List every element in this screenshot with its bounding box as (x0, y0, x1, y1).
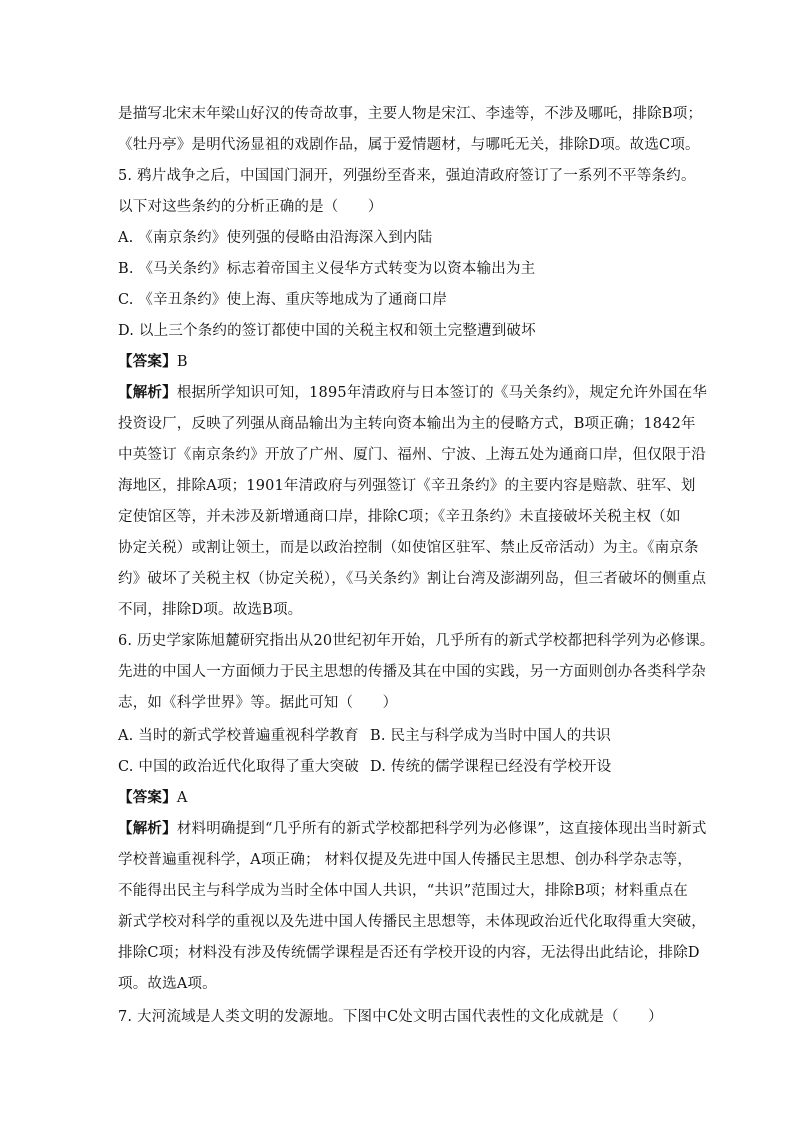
question-6-option-d: D. 传统的儒学课程已经没有学校开设 (370, 759, 612, 775)
answer-value: A (176, 790, 188, 806)
question-6-stem: 6. 历史学家陈旭麓研究指出从20世纪初年开始，几乎所有的新式学校都把科学列为必修课。 (118, 633, 715, 649)
question-5-stem-cont: 以下对这些条约的分析正确的是（ ） (118, 199, 383, 215)
analysis-text: 材料明确提到“几乎所有的新式学校都把科学列为必修课”，这直接体现出当时新式 (176, 821, 707, 837)
analysis-line: 学校普遍重视科学，A项正确； 材料仅提及先进中国人传播民主思想、创办科学杂志等， (118, 852, 693, 868)
text-line: 《牡丹亭》是明代汤显祖的戏剧作品，属于爱情题材，与哪吒无关，排除D项。故选C项。 (118, 137, 700, 153)
analysis-line: 项。故选A项。 (118, 976, 217, 992)
question-5-analysis (118, 383, 708, 403)
question-5-option-b: B. 《马关条约》标志着帝国主义侵华方式转变为以资本输出为主 (118, 261, 536, 277)
analysis-line: 投资设厂，反映了列强从商品输出为主转向资本输出为主的侵略方式，B项正确；1842年 (118, 416, 696, 432)
analysis-line: 排除C项；材料没有涉及传统儒学课程是否还有学校开设的内容，无法得出此结论，排除D (118, 945, 700, 961)
question-6-stem-cont: 志，如《科学世界》等。据此可知（ ） (118, 695, 398, 711)
analysis-line: 不能得出民主与科学成为当时全体中国人共识，“共识”范围过大，排除B项；材料重点在 (118, 883, 688, 899)
question-5-stem: 5. 鸦片战争之后，中国国门洞开，列强纷至沓来，强迫清政府签订了一系列不平等条约。 (118, 168, 696, 184)
answer-tag: 【答案】 (118, 789, 177, 806)
question-6-analysis (118, 819, 707, 839)
question-6-stem-cont: 先进的中国人一方面倾力于民主思想的传播及其在中国的实践，另一方面则创办各类科学杂 (118, 664, 706, 680)
analysis-tag: 【解析】 (118, 820, 177, 837)
question-6-option-a: A. 当时的新式学校普遍重视科学教育 (118, 728, 359, 744)
question-6-options-row-2 (118, 757, 698, 777)
analysis-line: 协定关税）或割让领土，而是以政治控制（如使馆区驻军、禁止反帝活动）为主。《南京条 (118, 540, 699, 556)
question-6-option-b: B. 民主与科学成为当时中国人的共识 (370, 728, 611, 744)
question-6-options-row-1 (118, 726, 698, 746)
analysis-line: 新式学校对科学的重视以及先进中国人传播民主思想等，未体现政治近代化取得重大突破， (118, 914, 706, 930)
analysis-line: 约》破坏了关税主权（协定关税），《马关条约》割让台湾及澎湖列岛，但三者破坏的侧重点 (118, 571, 707, 587)
question-5-answer (118, 352, 698, 372)
analysis-line: 中英签订《南京条约》开放了广州、厦门、福州、宁波、上海五处为通商口岸，但仅限于沿 (118, 447, 706, 463)
analysis-line: 定使馆区等，并未涉及新增通商口岸，排除C项；《辛丑条约》未直接破坏关税主权（如 (118, 509, 681, 525)
question-5-option-d: D. 以上三个条约的签订都使中国的关税主权和领土完整遭到破坏 (118, 323, 536, 339)
answer-value: B (176, 354, 188, 370)
question-5-option-c: C. 《辛丑条约》使上海、重庆等地成为了通商口岸 (118, 292, 448, 308)
question-7-stem: 7. 大河流域是人类文明的发源地。下图中C处文明古国代表性的文化成就是（ ） (118, 1009, 663, 1025)
text-line: 是描写北宋末年梁山好汉的传奇故事，主要人物是宋江、李逵等，不涉及哪吒，排除B项； (118, 106, 703, 122)
analysis-line: 海地区，排除A项；1901年清政府与列强签订《辛丑条约》的主要内容是赔款、驻军、划 (118, 478, 696, 494)
question-6-option-c: C. 中国的政治近代化取得了重大突破 (118, 759, 359, 775)
analysis-line: 不同，排除D项。故选B项。 (118, 602, 303, 618)
answer-tag: 【答案】 (118, 353, 177, 370)
analysis-text: 根据所学知识可知，1895年清政府与日本签订的《马关条约》，规定允许外国在华 (176, 385, 708, 401)
question-5-option-a: A. 《南京条约》使列强的侵略由沿海深入到内陆 (118, 230, 433, 246)
analysis-tag: 【解析】 (118, 384, 177, 401)
question-6-answer (118, 788, 698, 808)
